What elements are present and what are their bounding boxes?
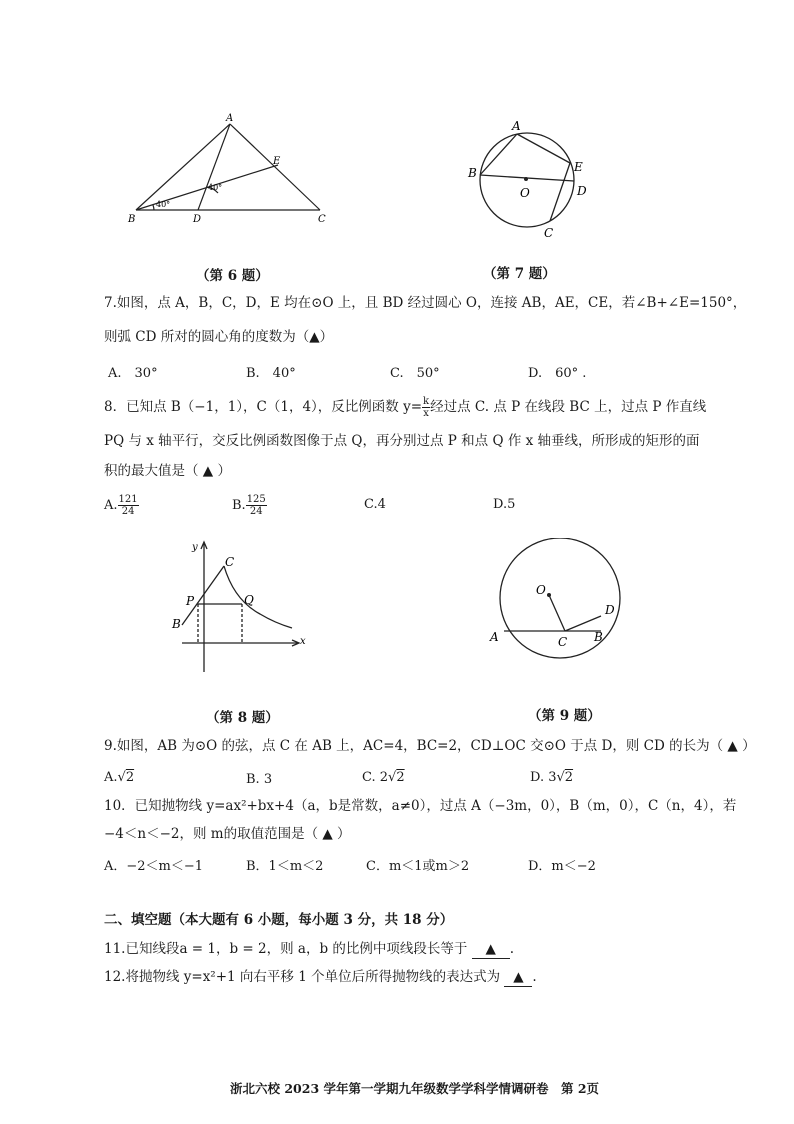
fig7-label-C: C bbox=[544, 226, 554, 240]
fig8-label-P: P bbox=[186, 594, 195, 608]
q11 bbox=[104, 940, 514, 959]
fig9-label-D: D bbox=[605, 603, 615, 617]
fig8-label-C: C bbox=[225, 555, 235, 569]
fig8-label-y: y bbox=[192, 542, 198, 553]
q9-option-c-prefix: C. 2 bbox=[362, 770, 389, 785]
q8-option-a-den: 24 bbox=[121, 506, 135, 517]
fig8-label-Q: Q bbox=[244, 593, 254, 607]
q8-option-a-prefix: A. bbox=[104, 498, 118, 513]
q8-option-c: C.4 bbox=[364, 497, 386, 512]
q12-blank: ▲ bbox=[504, 968, 532, 987]
fig6-label-D: D bbox=[193, 214, 202, 225]
page-footer: 浙北六校 2023 学年第一学期九年级数学学科学情调研卷 第 2页 bbox=[230, 1081, 600, 1096]
q8-frac-num: k bbox=[423, 396, 430, 407]
q8-line1-a: 8．已知点 B（−1，1），C（1，4），反比例函数 y= bbox=[104, 399, 423, 415]
q8-frac-den: x bbox=[423, 408, 429, 419]
q8-line3: 积的最大值是（ ▲ ） bbox=[104, 463, 231, 479]
q9-option-c-rad: 2 bbox=[396, 770, 405, 785]
q9-option-a-prefix: A. bbox=[104, 770, 118, 785]
q7-option-a: A. 30° bbox=[108, 366, 158, 381]
q11-blank: ▲ bbox=[472, 940, 510, 959]
q8-option-b-frac bbox=[246, 494, 267, 517]
q9-option-d-rad: 2 bbox=[564, 770, 574, 785]
q8-line1 bbox=[104, 396, 706, 419]
section-2-title: 二、填空题（本大题有 6 小题，每小题 3 分，共 18 分） bbox=[104, 912, 454, 928]
q12-end: . bbox=[532, 969, 537, 985]
fig6-label-B: B bbox=[128, 214, 136, 225]
fig9-label-C: C bbox=[558, 635, 568, 649]
q8-option-a bbox=[104, 494, 139, 517]
fig8-label-x: x bbox=[300, 636, 306, 647]
fig7-label-E: E bbox=[574, 160, 583, 174]
q10-option-b: B．1＜m＜2 bbox=[246, 859, 324, 874]
q9-option-d: D. 3√2 bbox=[530, 770, 574, 785]
q8-option-b-den: 24 bbox=[249, 506, 263, 517]
fig7-label-B: B bbox=[468, 166, 477, 180]
q7-line1: 7.如图，点 A，B，C，D，E 均在⊙O 上，且 BD 经过圆心 O，连接 AB，AE，CE，若∠B+∠E=150°， bbox=[104, 295, 747, 311]
fig9-label-O: O bbox=[536, 583, 546, 597]
q8-fraction bbox=[422, 396, 430, 419]
fig6-caption: （第 6 题） bbox=[196, 268, 269, 284]
fig7-label-O: O bbox=[520, 186, 530, 200]
fig9-label-B: B bbox=[594, 630, 603, 644]
q7-line2: 则弧 CD 所对的圆心角的度数为（▲） bbox=[104, 329, 334, 345]
fig6-label-E: E bbox=[273, 156, 281, 167]
figure-6 bbox=[120, 110, 350, 230]
fig9-label-A: A bbox=[490, 630, 499, 644]
q11-text: 11.已知线段a = 1，b = 2，则 a，b 的比例中项线段长等于 bbox=[104, 941, 468, 957]
figure-8 bbox=[160, 538, 310, 678]
q7-option-d: D. 60° . bbox=[528, 366, 587, 381]
fig6-label-C: C bbox=[318, 214, 326, 225]
fig8-caption: （第 8 题） bbox=[206, 710, 279, 726]
fig7-label-D: D bbox=[577, 184, 587, 198]
q10-option-c: C．m＜1或m＞2 bbox=[366, 859, 470, 874]
q12 bbox=[104, 968, 537, 987]
fig9-caption: （第 9 题） bbox=[528, 708, 601, 724]
q10-line1: 10．已知抛物线 y=ax²+bx+4（a，b是常数，a≠0），过点 A（−3m，0），B（m，0），C（n，4），若 bbox=[104, 798, 737, 814]
q12-text: 12.将抛物线 y=x²+1 向右平移 1 个单位后所得抛物线的表达式为 bbox=[104, 969, 501, 985]
q9-line1: 9.如图，AB 为⊙O 的弦，点 C 在 AB 上，AC=4，BC=2，CD⊥OC 交⊙O 于点 D，则 CD 的长为（ ▲ ） bbox=[104, 738, 756, 754]
figure-7 bbox=[462, 115, 602, 245]
q7-option-b: B. 40° bbox=[246, 366, 296, 381]
q8-option-b-num: 125 bbox=[246, 494, 266, 505]
fig6-angle-B: 40° bbox=[156, 200, 171, 209]
fig8-label-B: B bbox=[172, 617, 181, 631]
q9-option-d-prefix: D. 3 bbox=[530, 770, 557, 785]
q7-option-c: C. 50° bbox=[390, 366, 440, 381]
q8-option-a-frac bbox=[118, 494, 139, 517]
q11-end: . bbox=[509, 941, 514, 957]
q9-option-b: B. 3 bbox=[246, 772, 273, 787]
q10-line2: −4＜n＜−2，则 m的取值范围是（ ▲ ） bbox=[104, 826, 351, 842]
fig7-caption: （第 7 题） bbox=[483, 266, 556, 282]
fig6-angle-D: 40° bbox=[208, 183, 223, 192]
q8-option-a-num: 121 bbox=[118, 494, 138, 505]
fig7-label-A: A bbox=[512, 119, 521, 133]
figure-9 bbox=[478, 538, 638, 668]
q8-line1-b: 经过点 C. 点 P 在线段 BC 上，过点 P 作直线 bbox=[430, 399, 707, 415]
q8-option-b bbox=[232, 494, 267, 517]
q8-option-d: D.5 bbox=[493, 497, 516, 512]
q10-option-d: D．m＜−2 bbox=[528, 859, 596, 874]
q8-option-b-prefix: B. bbox=[232, 498, 246, 513]
q9-option-c: C. 2√2 bbox=[362, 770, 405, 785]
fig6-label-A: A bbox=[226, 113, 234, 124]
q9-option-a: A.√2 bbox=[104, 770, 135, 785]
q10-option-a: A．−2＜m＜−1 bbox=[104, 859, 204, 874]
q8-line2: PQ 与 x 轴平行，交反比例函数图像于点 Q，再分别过点 P 和点 Q 作 x 轴垂线，所形成的矩形的面 bbox=[104, 433, 700, 449]
q9-option-a-rad: 2 bbox=[125, 770, 135, 785]
